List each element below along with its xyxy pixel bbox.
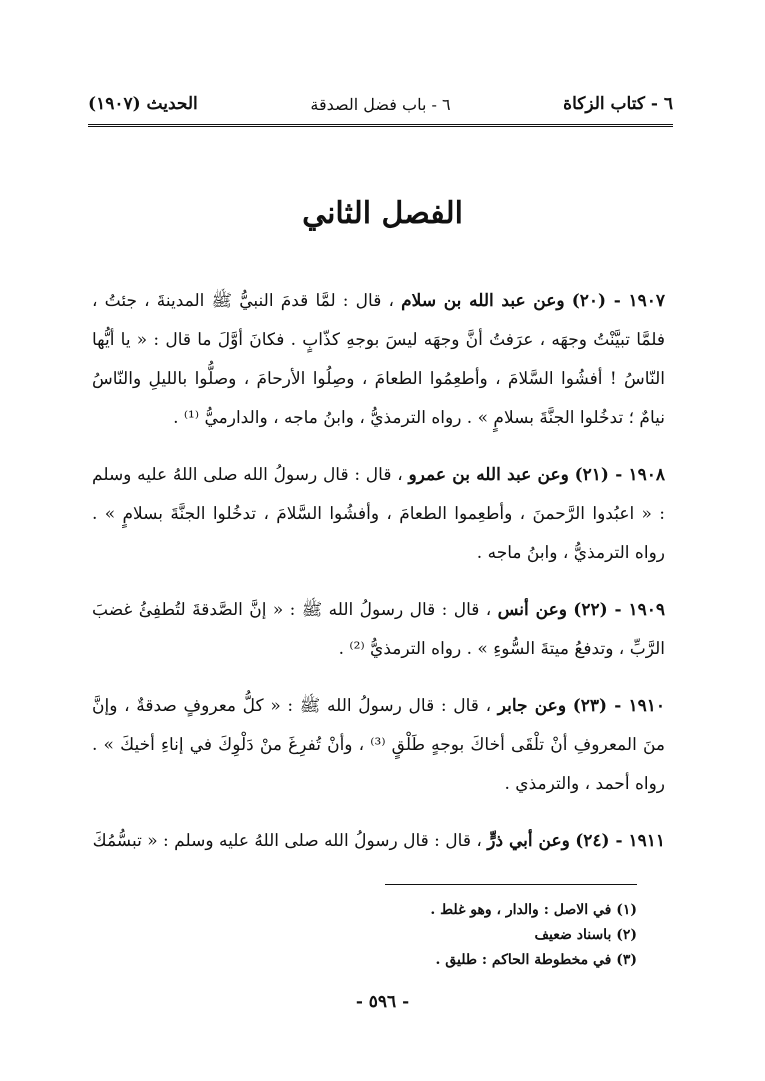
- header-divider: [88, 124, 673, 127]
- footnote-divider: [385, 884, 637, 885]
- footnote: (٣) في مخطوطة الحاكم : طليق .: [435, 952, 637, 968]
- header-section: ٦ - باب فضل الصدقة: [310, 94, 451, 114]
- hadith-text: ، قال : قال رسولُ الله صلى اللهُ عليه وسلم : « تبسُّمُكَ: [92, 831, 482, 851]
- hadith-number: ١٩٠٧ - (٢٠): [571, 291, 666, 311]
- hadith-text: ، قال : قال رسولُ الله ﷺ : « إنَّ الصَّدقةَ لتُطفِئُ غضبَ الرَّبِّ ، وتدفعُ ميتةَ السُّوءِ » . رواه الترمذيُّ ⁽²⁾ .: [92, 600, 665, 659]
- hadith-paragraph: [92, 456, 665, 573]
- hadith-source: وعن أنس: [497, 600, 567, 620]
- footnotes: [150, 898, 637, 973]
- footnote: (١) في الاصل : والدار ، وهو غلط .: [430, 902, 637, 918]
- hadith-text: ، قال : قال رسولُ الله ﷺ : « كلُّ معروفٍ صدقةٌ ، وإنَّ منَ المعروفِ أنْ تلْقَى أخاكَ بوجهٍ طَلْقٍ ⁽³⁾ ، وأنْ تُفرِغَ منْ دَلْوِكَ في إناءِ أخيكَ » . رواه أحمد ، والترمذي .: [92, 696, 665, 794]
- footnote: (٢) باسناد ضعيف: [534, 927, 637, 943]
- hadith-paragraph: [92, 591, 665, 669]
- hadith-paragraph: [92, 687, 665, 804]
- hadith-number: ١٩٠٩ - (٢٢): [573, 600, 666, 620]
- hadith-source: وعن أبي ذرٍّ: [487, 831, 570, 851]
- hadith-number: ١٩٠٨ - (٢١): [574, 465, 666, 485]
- hadith-source: وعن عبد الله بن عمرو: [408, 465, 569, 485]
- hadith-text: ، قال : لمَّا قدمَ النبيُّ ﷺ المدينةَ ، جئتُ ، فلمَّا تبيَّنْتُ وجهَه ، عرَفتُ أنَّ وجهَه ليسَ بوجهِ كذّابٍ . فكانَ أوَّلَ ما قال : « يا أيُّها النّاسُ ! أفشُوا السَّلامَ ، وأطعِمُوا الطعامَ ، وصِلُوا الأرحامَ ، وصلُّوا بالليلِ والنّاسُ نيامٌ ؛ تدخُلوا الجنَّةَ بسلامٍ » . رواه الترمذيُّ ، وابنُ ماجه ، والدارميُّ ⁽¹⁾ .: [92, 291, 665, 428]
- section-title: الفصل الثاني: [302, 196, 463, 231]
- hadith-text: ، قال : قال رسولُ الله صلى اللهُ عليه وسلم : « اعبُدوا الرَّحمنَ ، وأطعِموا الطعامَ ، وأفشُوا السَّلامَ ، تدخُلوا الجنَّةَ بسلامٍ » . رواه الترمذيُّ ، وابنُ ماجه .: [92, 465, 665, 563]
- hadith-source: وعن جابر: [497, 696, 567, 716]
- hadith-paragraph: [92, 282, 665, 438]
- hadith-paragraph: [92, 822, 665, 861]
- page-number: - ٥٩٦ -: [355, 992, 410, 1012]
- hadith-number: ١٩١١ - (٢٤): [575, 831, 665, 851]
- header-hadith-number: الحديث (١٩٠٧): [88, 94, 198, 114]
- hadith-source: وعن عبد الله بن سلام: [401, 291, 565, 311]
- running-header: [88, 86, 673, 122]
- hadith-text-body: [92, 282, 665, 879]
- header-chapter: ٦ - كتاب الزكاة: [563, 94, 673, 114]
- hadith-number: ١٩١٠ - (٢٣): [572, 696, 666, 716]
